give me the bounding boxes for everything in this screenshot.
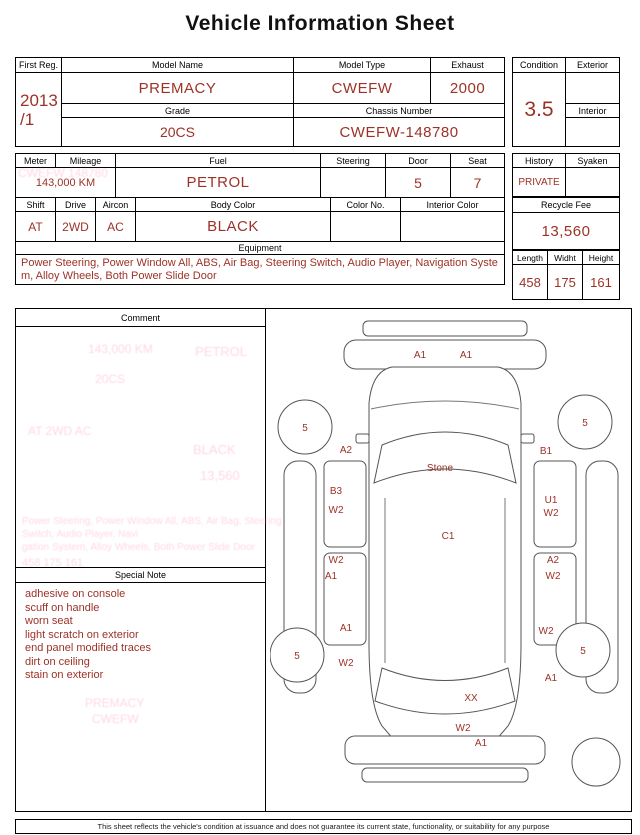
shift-label: Shift [16, 198, 56, 212]
damage-code-label: A1 [544, 673, 558, 684]
special-note-item: scuff on handle [25, 601, 100, 614]
chassis-number-value: CWEFW-148780 [339, 123, 459, 141]
body-color-label: Body Color [136, 198, 331, 212]
special-note-list [25, 588, 151, 683]
door-value: 5 [386, 168, 451, 198]
length-label: Length [513, 251, 548, 265]
ghost-watermark: PETROL [195, 344, 248, 359]
footer-note: This sheet reflects the vehicle's condition at issuance and does not guarantee its current state, functionality, or suitability for any purpose [15, 819, 632, 834]
width-label: Widht [548, 251, 583, 265]
damage-code-label: U1 [544, 495, 558, 506]
ghost-watermark: CWEFW [92, 712, 139, 726]
ghost-watermark: 458 175 161 [22, 557, 84, 569]
damage-code-label: 5 [580, 646, 586, 657]
condition-block [512, 57, 620, 147]
damage-code-label: A1 [474, 738, 488, 749]
color-no-label: Color No. [331, 198, 401, 212]
ghost-watermark: CWEFW 148780 [18, 166, 109, 180]
comment-column [16, 309, 266, 811]
damage-code-label: A1 [413, 350, 427, 361]
damage-code-label: W2 [328, 505, 344, 516]
first-reg-year: 2013 [20, 90, 58, 110]
ghost-watermark: AT 2WD AC [28, 424, 92, 438]
grade-label: Grade [62, 104, 294, 118]
exhaust-label: Exhaust [431, 58, 504, 73]
comment-header: Comment [16, 309, 265, 327]
interior-label: Interior [566, 104, 619, 118]
damage-code-label: C1 [441, 531, 455, 542]
aircon-value: AC [96, 212, 136, 242]
vehicle-id-table [15, 57, 505, 147]
damage-code-label: 5 [582, 418, 588, 429]
history-label: History [513, 154, 566, 168]
dimension-block [512, 250, 620, 300]
ghost-watermark: gation System, Alloy Wheels, Both Power Slide Door [22, 542, 255, 553]
equipment-value: Power Steering, Power Window All, ABS, Air Bag, Steering Switch, Audio Player, Navigation System, Alloy Wheels, Both Power Slide Door [21, 257, 498, 282]
damage-code-label: A1 [324, 571, 338, 582]
model-type-label: Model Type [294, 58, 431, 73]
fuel-label: Fuel [116, 154, 321, 168]
equipment-label: Equipment [16, 242, 504, 255]
mileage-value: 143,000 KM [16, 168, 116, 198]
damage-code-label: B3 [329, 486, 343, 497]
condition-label: Condition [513, 58, 566, 73]
exhaust-value: 2000 [431, 73, 504, 104]
special-note-item: light scratch on exterior [25, 628, 139, 641]
special-note-item: adhesive on console [25, 588, 126, 600]
model-name-value: PREMACY [62, 73, 294, 104]
ghost-watermark: 20CS [95, 372, 126, 386]
damage-code-label: A1 [339, 623, 353, 634]
damage-code-label: W2 [455, 723, 471, 734]
ghost-watermark: Power Steering, Power Window All, ABS, Air Bag, Steering [22, 516, 282, 527]
damage-code-label: W2 [543, 508, 559, 519]
special-note-item: worn seat [25, 615, 73, 627]
special-note-header: Special Note [16, 567, 265, 583]
damage-code-label: W2 [538, 626, 554, 637]
car-diagram [270, 313, 632, 809]
steering-value-cell [321, 168, 386, 198]
drive-label: Drive [56, 198, 96, 212]
steering-label: Steering [321, 154, 386, 168]
height-label: Height [583, 251, 619, 265]
recycle-fee-label: Recycle Fee [513, 198, 619, 213]
damage-code-label: A2 [339, 445, 353, 456]
meter-label: Meter [16, 154, 56, 168]
grade-value: 20CS [62, 118, 294, 146]
exterior-label: Exterior [566, 58, 619, 73]
interior-color-value-cell [401, 212, 504, 242]
page-title: Vehicle Information Sheet [185, 12, 455, 35]
damage-code-label: 5 [302, 423, 308, 434]
damage-code-label: A2 [546, 555, 560, 566]
ghost-watermark: Switch, Audio Player, Navi [22, 529, 139, 540]
body-color-value: BLACK [136, 212, 331, 242]
first-reg-value [16, 73, 62, 146]
damage-code-label: Stone [426, 463, 454, 474]
color-no-value-cell [331, 212, 401, 242]
damage-code-label: W2 [328, 555, 344, 566]
spec-table [15, 153, 505, 285]
history-value: PRIVATE [513, 168, 566, 196]
shift-value: AT [16, 212, 56, 242]
ghost-watermark: 13,560 [200, 468, 240, 483]
mileage-label: Mileage [56, 154, 116, 168]
drive-value: 2WD [56, 212, 96, 242]
exterior-grade-cell [566, 73, 619, 104]
recycle-fee-block [512, 197, 620, 250]
ghost-watermark: PREMACY [85, 696, 145, 710]
history-block [512, 153, 620, 197]
width-value: 175 [548, 265, 583, 299]
syaken-value-cell [566, 168, 619, 196]
interior-color-label: Interior Color [401, 198, 504, 212]
seat-value: 7 [451, 168, 504, 198]
door-label: Door [386, 154, 451, 168]
special-note-item: end panel modified traces [25, 642, 151, 654]
first-reg-label: First Reg. [16, 58, 62, 73]
seat-label: Seat [451, 154, 504, 168]
model-type-value: CWEFW [294, 73, 431, 104]
syaken-label: Syaken [566, 154, 619, 168]
damage-code-label: XX [464, 693, 478, 704]
damage-code-label: B1 [539, 446, 553, 457]
damage-code-label: 5 [294, 651, 300, 662]
ghost-watermark: 143,000 KM [88, 342, 153, 356]
aircon-label: Aircon [96, 198, 136, 212]
condition-score: 3.5 [513, 73, 566, 146]
height-value: 161 [590, 274, 612, 290]
car-outline-shapes [270, 321, 620, 786]
special-note-item: stain on exterior [25, 669, 104, 681]
first-reg-month: /1 [20, 109, 35, 129]
damage-code-label: W2 [545, 571, 561, 582]
length-value: 458 [513, 265, 548, 299]
interior-grade-cell [566, 118, 619, 146]
damage-code-label: W2 [338, 658, 354, 669]
damage-code-label: A1 [459, 350, 473, 361]
recycle-fee-value: 13,560 [541, 222, 591, 240]
chassis-number-label: Chassis Number [294, 104, 504, 118]
special-note-item: dirt on ceiling [25, 655, 90, 668]
model-name-label: Model Name [62, 58, 294, 73]
fuel-value: PETROL [116, 168, 321, 198]
ghost-watermark: BLACK [193, 442, 236, 457]
spare-tire [572, 738, 620, 786]
